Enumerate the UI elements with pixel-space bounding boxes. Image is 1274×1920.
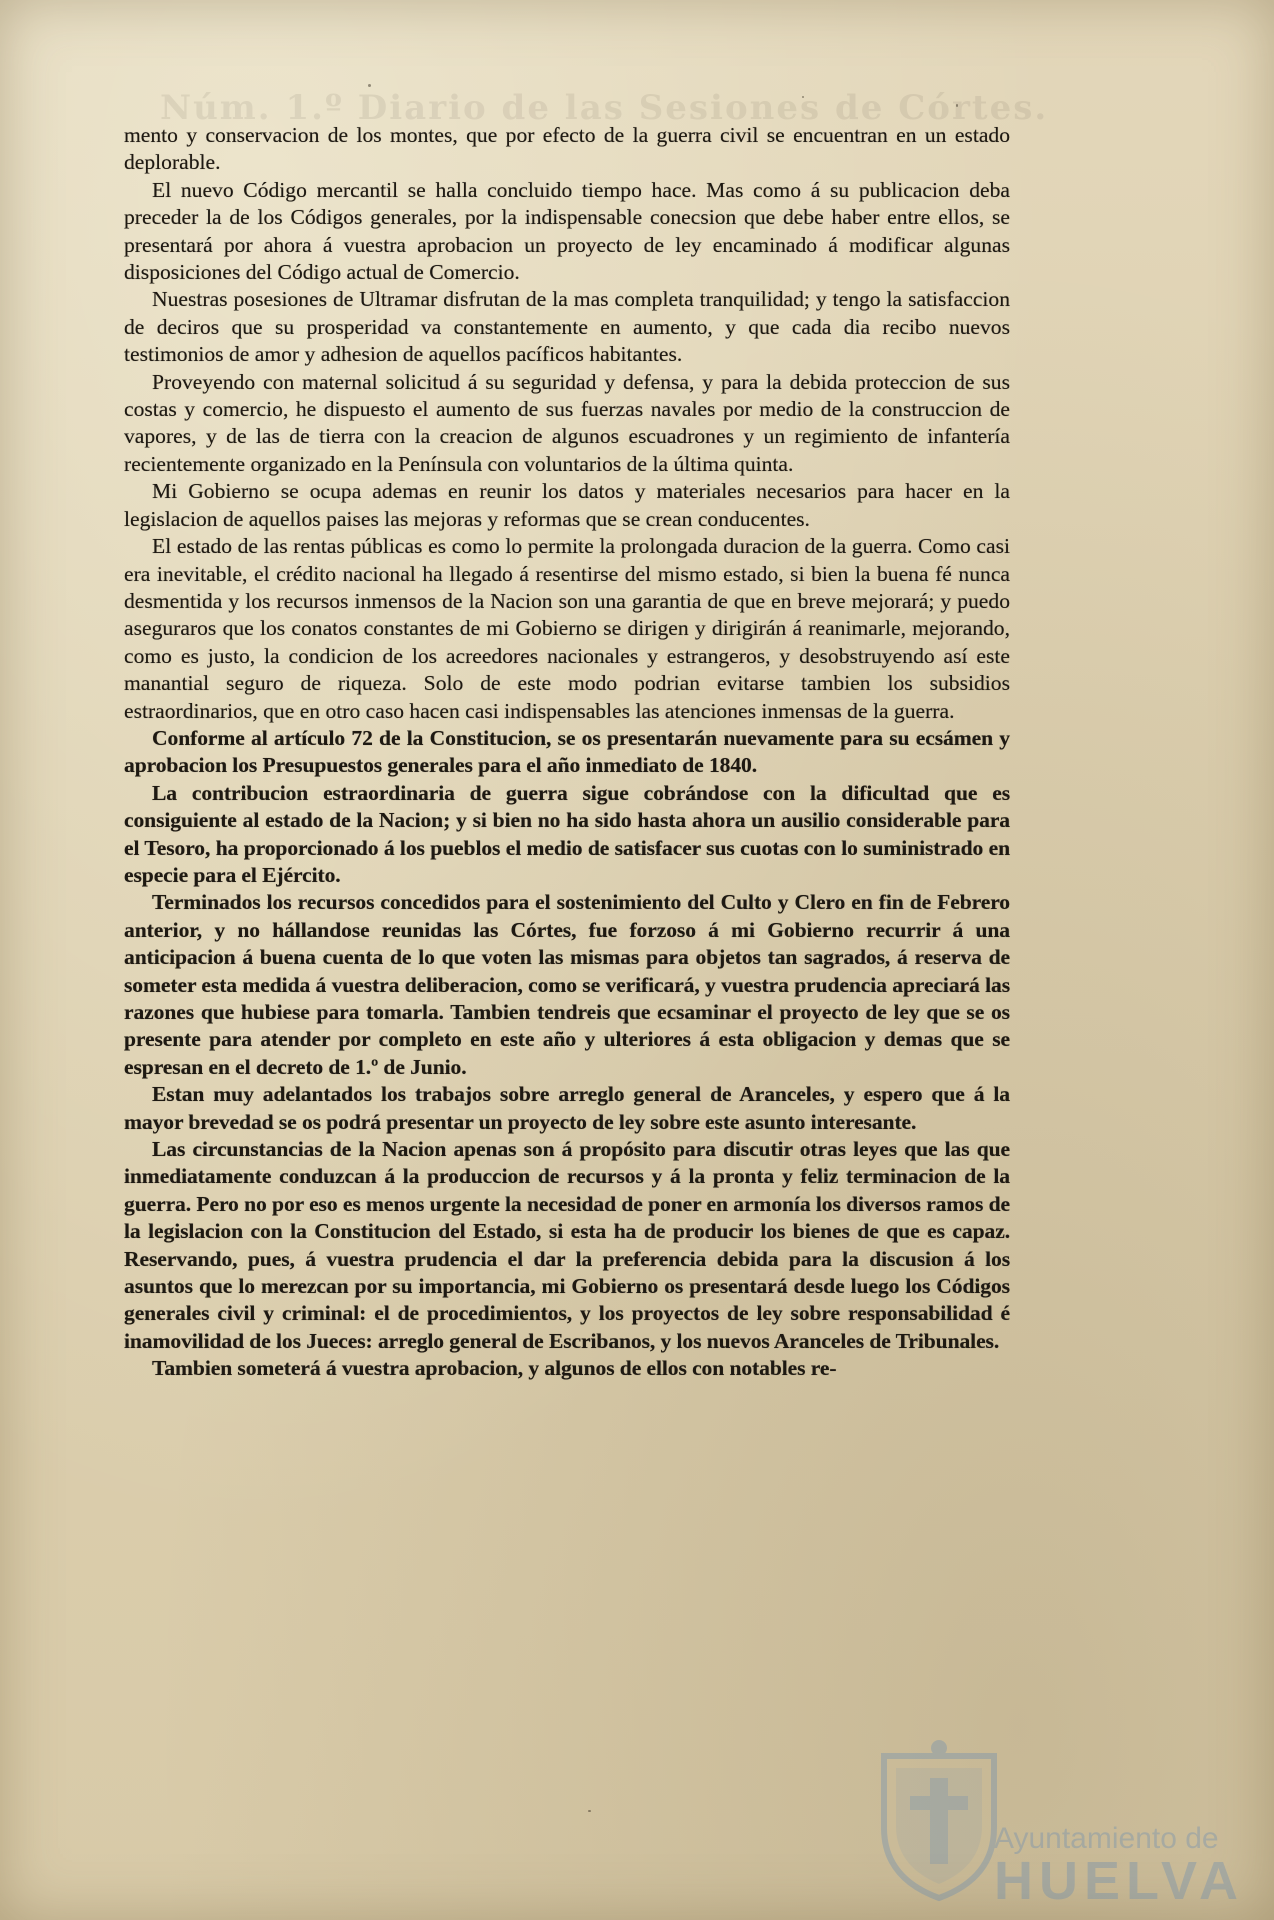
- paragraph: El nuevo Código mercantil se halla concluido tiempo hace. Mas como á su publicacion deba preceder la de los Códigos generales, por la indispensable conecsion que debe haber entre ellos, se presentará por ahora á vuestra aprobacion un proyecto de ley encaminado á modificar algunas disposiciones del Código actual de Comercio.: [124, 177, 1010, 285]
- bleed-through-header: Núm. 1.º Diario de las Sesiones de Córtes.: [160, 88, 1049, 128]
- watermark-text-line2: HUELVA: [994, 1851, 1244, 1911]
- paragraph: Tambien someterá á vuestra aprobacion, y algunos de ellos con notables re-: [152, 1356, 837, 1381]
- watermark-text-line1: Ayuntamiento de: [994, 1822, 1219, 1855]
- paragraph: Terminados los recursos concedidos para el sostenimiento del Culto y Clero en fin de Febrero anterior, y no hállandose reunidas las Córtes, fue forzoso á mi Gobierno recurrir á una anticipacion á buena cuenta de lo que voten las mismas para objetos tan sagrados, á reserva de someter esta medida á vuestra deliberacion, como se verificará, y vuestra prudencia apreciará las razones que hubiese para tomarla. Tambien tendreis que ecsaminar el proyecto de ley que se os presente para atender por completo en este año y ulteriores á esta obligacion y demas que se espresan en el decreto de 1.º de Junio.: [124, 890, 1010, 1079]
- coat-of-arms-icon: [864, 1738, 1014, 1903]
- paragraph: Nuestras posesiones de Ultramar disfrutan de la mas completa tranquilidad; y tengo la satisfaccion de deciros que su prosperidad va constantemente en aumento, y que cada dia recibo nuevos testimonios de amor y adhesion de aquellos pacíficos habitantes.: [124, 287, 1010, 367]
- paper-speck: [588, 1810, 591, 1812]
- paragraph: Proveyendo con maternal solicitud á su seguridad y defensa, y para la debida proteccion de sus costas y comercio, he dispuesto el aumento de sus fuerzas navales por medio de la construccion de vapores, y de las de tierra con la creacion de algunos escuadrones y un regimiento de infantería recientemente organizado en la Península con voluntarios de la última quinta.: [124, 369, 1010, 476]
- paragraph: mento y conservacion de los montes, que por efecto de la guerra civil se encuentran en un estado deplorable.: [124, 123, 1010, 175]
- paragraph: Mi Gobierno se ocupa ademas en reunir los datos y materiales necesarios para hacer en la legislacion de aquellos paises las mejoras y reformas que se crean conducentes.: [124, 479, 1010, 531]
- paper-speck: [368, 84, 371, 87]
- paper-speck: [956, 104, 958, 107]
- document-body: [124, 122, 1010, 1383]
- paragraph: Conforme al artículo 72 de la Constitucion, se os presentarán nuevamente para su ecsámen y aprobacion los Presupuestos generales para el año inmediato de 1840.: [124, 725, 1010, 778]
- archive-watermark: [852, 1738, 1262, 1911]
- paragraph: El estado de las rentas públicas es como lo permite la prolongada duracion de la guerra. Como casi era inevitable, el crédito nacional ha llegado á resentirse del mismo estado, si bien la buena fé nunca desmentida y los recursos inmensos de la Nacion son una garantia de que en breve mejorará; y puedo aseguraros que los conatos constantes de mi Gobierno se dirigen y dirigirán á reanimarle, mejorando, como es justo, la condicion de los acreedores nacionales y estrangeros, y desobstruyendo así este manantial seguro de riqueza. Solo de este modo podrian evitarse tambien los subsidios estraordinarios, que en otro caso hacen casi indispensables las atenciones inmensas de la guerra.: [124, 534, 1010, 723]
- paragraph: Las circunstancias de la Nacion apenas son á propósito para discutir otras leyes que las que inmediatamente conduzcan á la produccion de recursos y á la pronta y feliz terminacion de la guerra. Pero no por eso es menos urgente la necesidad de poner en armonía los diversos ramos de la legislacion con la Constitucion del Estado, si esta ha de producir los bienes de que es capaz. Reservando, pues, á vuestra prudencia el dar la preferencia debida para la discusion á los asuntos que lo merezcan por su importancia, mi Gobierno os presentará desde luego los Códigos generales civil y criminal: el de procedimientos, y los proyectos de ley sobre responsabilidad é inamovilidad de los Jueces: arreglo general de Escribanos, y los nuevos Aranceles de Tribunales.: [124, 1137, 1010, 1353]
- paragraph: Estan muy adelantados los trabajos sobre arreglo general de Aranceles, y espero que á la mayor brevedad se os podrá presentar un proyecto de ley sobre este asunto interesante.: [124, 1082, 1010, 1134]
- paragraph: La contribucion estraordinaria de guerra sigue cobrándose con la dificultad que es consiguiente al estado de la Nacion; y si bien no ha sido hasta ahora un ausilio considerable para el Tesoro, ha proporcionado á los pueblos el medio de satisfacer sus cuotas con lo suministrado en especie para el Ejército.: [124, 780, 1010, 887]
- paper-speck: [802, 96, 804, 98]
